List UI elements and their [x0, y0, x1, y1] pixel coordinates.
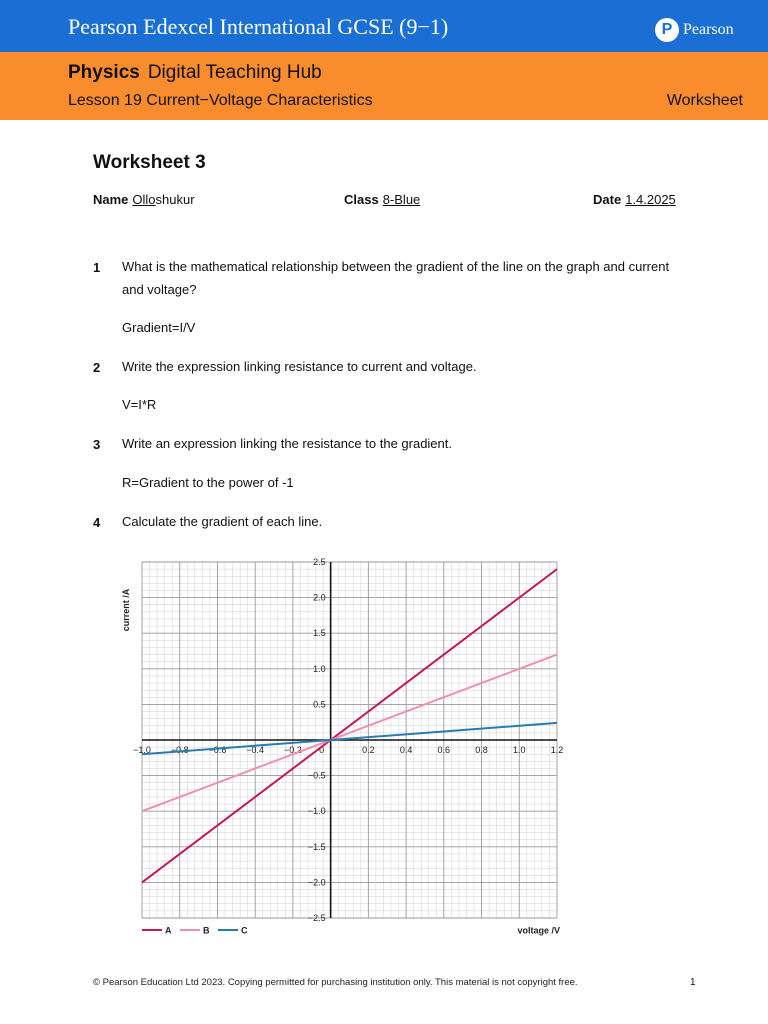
name-value-rest: shukur — [155, 192, 195, 207]
question-4-text: Calculate the gradient of each line. — [122, 514, 323, 529]
name-label: Name — [93, 192, 129, 207]
question-2-answer: V=I*R — [122, 397, 157, 412]
x-tick-label: 0 — [319, 745, 325, 755]
y-tick-label: −2.0 — [307, 877, 326, 888]
y-tick-label: 1.0 — [313, 663, 326, 674]
x-axis-label: voltage /V — [517, 925, 560, 936]
y-tick-label: −1.0 — [307, 806, 326, 817]
y-tick-label: 0.5 — [313, 699, 326, 710]
x-tick-label: 0.8 — [475, 745, 488, 755]
y-tick-label: 2.0 — [313, 592, 326, 603]
question-3-number: 3 — [93, 437, 101, 452]
y-tick-label: −0.5 — [307, 770, 326, 781]
x-tick-label: −1.0 — [133, 745, 151, 755]
x-tick-label: 1.2 — [550, 745, 564, 755]
legend-label-c: C — [241, 925, 248, 936]
lesson-title: Lesson 19 Current−Voltage Characteristics — [68, 92, 373, 109]
y-tick-label: −1.5 — [307, 841, 326, 852]
question-3-text: Write an expression linking the resistance to the gradient. — [122, 436, 452, 451]
x-tick-label: −0.4 — [246, 745, 265, 755]
y-tick-label: 2.5 — [313, 557, 326, 567]
x-tick-label: 1.0 — [513, 745, 526, 755]
date-field — [593, 192, 676, 207]
name-field — [93, 192, 195, 207]
question-1-answer: Gradient=I/V — [122, 320, 196, 335]
question-2-text: Write the expression linking resistance to current and voltage. — [122, 359, 477, 374]
x-tick-label: 0.2 — [362, 745, 375, 755]
pearson-logo-text: Pearson — [683, 21, 734, 38]
iv-graph — [120, 552, 570, 947]
footer-copyright: © Pearson Education Ltd 2023. Copying permitted for purchasing institution only. This material is not copyright free. — [93, 977, 578, 988]
x-tick-label: −0.2 — [284, 745, 302, 755]
top-banner — [0, 0, 768, 52]
qualification-title: Pearson Edexcel International GCSE (9−1) — [68, 14, 449, 39]
question-3-answer: R=Gradient to the power of -1 — [122, 475, 294, 490]
iv-graph-svg — [120, 552, 570, 942]
pearson-logo-icon: P — [655, 18, 679, 42]
class-label: Class — [344, 192, 379, 207]
class-value: 8-Blue — [382, 192, 421, 207]
x-tick-label: 0.4 — [399, 745, 413, 755]
date-label: Date — [593, 192, 622, 207]
series-line-c — [142, 723, 557, 754]
worksheet-title: Worksheet 3 — [93, 152, 206, 173]
date-value: 1.4.2025 — [625, 192, 676, 207]
question-4-number: 4 — [93, 515, 101, 530]
legend — [142, 926, 248, 936]
question-1-text: What is the mathematical relationship between the gradient of the line on the graph and current and voltage? — [122, 259, 670, 297]
subject-line — [68, 62, 322, 84]
legend-label-a: A — [165, 925, 172, 936]
pearson-logo — [655, 17, 734, 43]
subject-name: Physics — [68, 62, 140, 83]
subject-banner — [0, 52, 768, 120]
x-tick-label: −0.8 — [170, 745, 189, 755]
y-tick-label: 1.5 — [313, 628, 326, 639]
question-1-number: 1 — [93, 260, 101, 275]
y-axis-label: current /A — [121, 588, 131, 632]
legend-label-b: B — [203, 925, 210, 936]
doc-type-label: Worksheet — [666, 92, 743, 109]
x-tick-label: 0.6 — [437, 745, 451, 755]
hub-name: Digital Teaching Hub — [147, 62, 322, 83]
y-tick-label: −2.5 — [307, 913, 326, 923]
name-value-underlined: Ollo — [132, 192, 156, 207]
class-field — [344, 192, 420, 207]
x-tick-label: −0.6 — [208, 745, 227, 755]
page-number: 1 — [690, 977, 696, 988]
question-2-number: 2 — [93, 360, 101, 375]
